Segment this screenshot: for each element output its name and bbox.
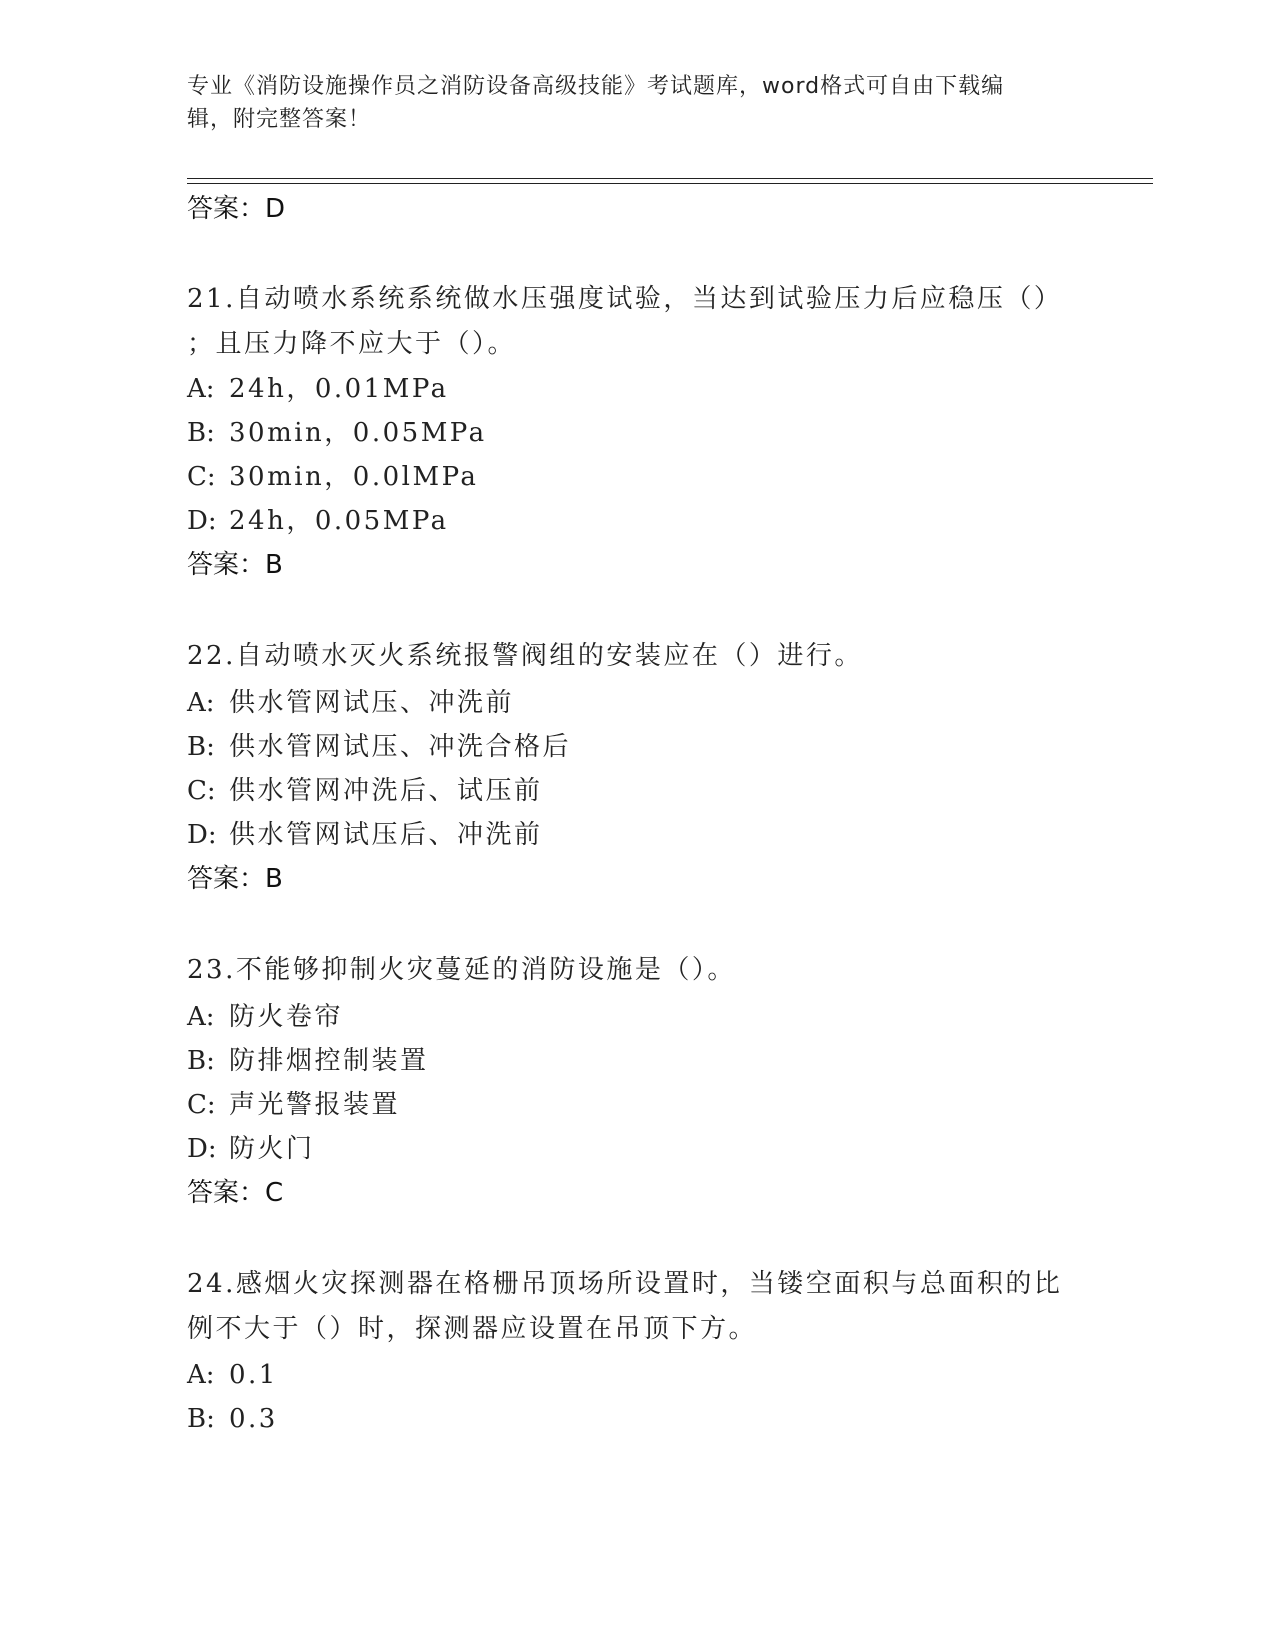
option-d: [187, 504, 449, 538]
answer-line: 答案：D: [187, 194, 286, 224]
option-text: 供水管网试压后、冲洗前: [229, 820, 543, 850]
option-b: [187, 1044, 429, 1078]
option-text: 30min，0.05MPa: [229, 418, 487, 448]
option-text: 供水管网试压、冲洗前: [229, 688, 515, 718]
option-prefix: C:: [187, 776, 216, 806]
option-prefix: A:: [187, 688, 215, 718]
option-prefix: A:: [187, 1360, 215, 1390]
option-b: [187, 1402, 278, 1436]
option-prefix: D:: [187, 820, 217, 850]
option-text: 声光警报装置: [229, 1090, 401, 1120]
option-prefix: A:: [187, 1002, 215, 1032]
option-text: 供水管网冲洗后、试压前: [229, 776, 543, 806]
option-text: 防火卷帘: [229, 1002, 344, 1032]
document-header: [187, 70, 1077, 136]
option-prefix: B:: [187, 418, 215, 448]
option-prefix: C:: [187, 1090, 216, 1120]
option-prefix: D:: [187, 1134, 217, 1164]
option-a: [187, 372, 449, 406]
option-text: 防火门: [229, 1134, 315, 1164]
option-c: [187, 774, 543, 808]
question-stem-line: 22.自动喷水灭火系统报警阀组的安装应在（）进行。: [187, 641, 863, 671]
header-line-1: 专业《消防设施操作员之消防设备高级技能》考试题库，word格式可自由下载编: [187, 74, 1005, 99]
option-text: 供水管网试压、冲洗合格后: [229, 732, 572, 762]
question-stem-line: 例不大于（）时，探测器应设置在吊顶下方。: [187, 1314, 758, 1344]
question-21-stem: [187, 277, 1077, 367]
answer-line: 答案：B: [187, 864, 283, 894]
option-c: [187, 1088, 400, 1122]
question-24-stem: [187, 1262, 1077, 1352]
option-text: 0.3: [229, 1404, 278, 1434]
header-rule-bottom: [187, 183, 1153, 184]
option-prefix: B:: [187, 1046, 215, 1076]
question-23-stem: [187, 948, 1077, 993]
option-a: [187, 686, 514, 720]
header-line-2: 辑，附完整答案！: [187, 107, 372, 132]
question-stem-line: 24.感烟火灾探测器在格栅吊顶场所设置时，当镂空面积与总面积的比: [187, 1269, 1063, 1299]
option-text: 24h，0.01MPa: [229, 374, 449, 404]
question-stem-line: 21.自动喷水系统系统做水压强度试验，当达到试验压力后应稳压（）: [187, 284, 1063, 314]
option-text: 防排烟控制装置: [229, 1046, 429, 1076]
option-d: [187, 1132, 315, 1166]
option-text: 30min，0.0lMPa: [229, 462, 479, 492]
option-prefix: A:: [187, 374, 215, 404]
option-b: [187, 416, 487, 450]
option-text: 24h，0.05MPa: [229, 506, 449, 536]
option-prefix: D:: [187, 506, 217, 536]
question-stem-line: 23.不能够抑制火灾蔓延的消防设施是（）。: [187, 955, 736, 985]
option-text: 0.1: [229, 1360, 278, 1390]
option-prefix: C:: [187, 462, 216, 492]
answer-line: 答案：B: [187, 550, 283, 580]
question-22-stem: [187, 634, 1077, 679]
option-c: [187, 460, 478, 494]
answer-line: 答案：C: [187, 1178, 284, 1208]
option-b: [187, 730, 571, 764]
header-rule-top: [187, 178, 1153, 179]
option-prefix: B:: [187, 1404, 215, 1434]
question-stem-line: ；且压力降不应大于（）。: [187, 329, 517, 359]
option-a: [187, 1358, 278, 1392]
option-prefix: B:: [187, 732, 215, 762]
option-d: [187, 818, 543, 852]
option-a: [187, 1000, 343, 1034]
